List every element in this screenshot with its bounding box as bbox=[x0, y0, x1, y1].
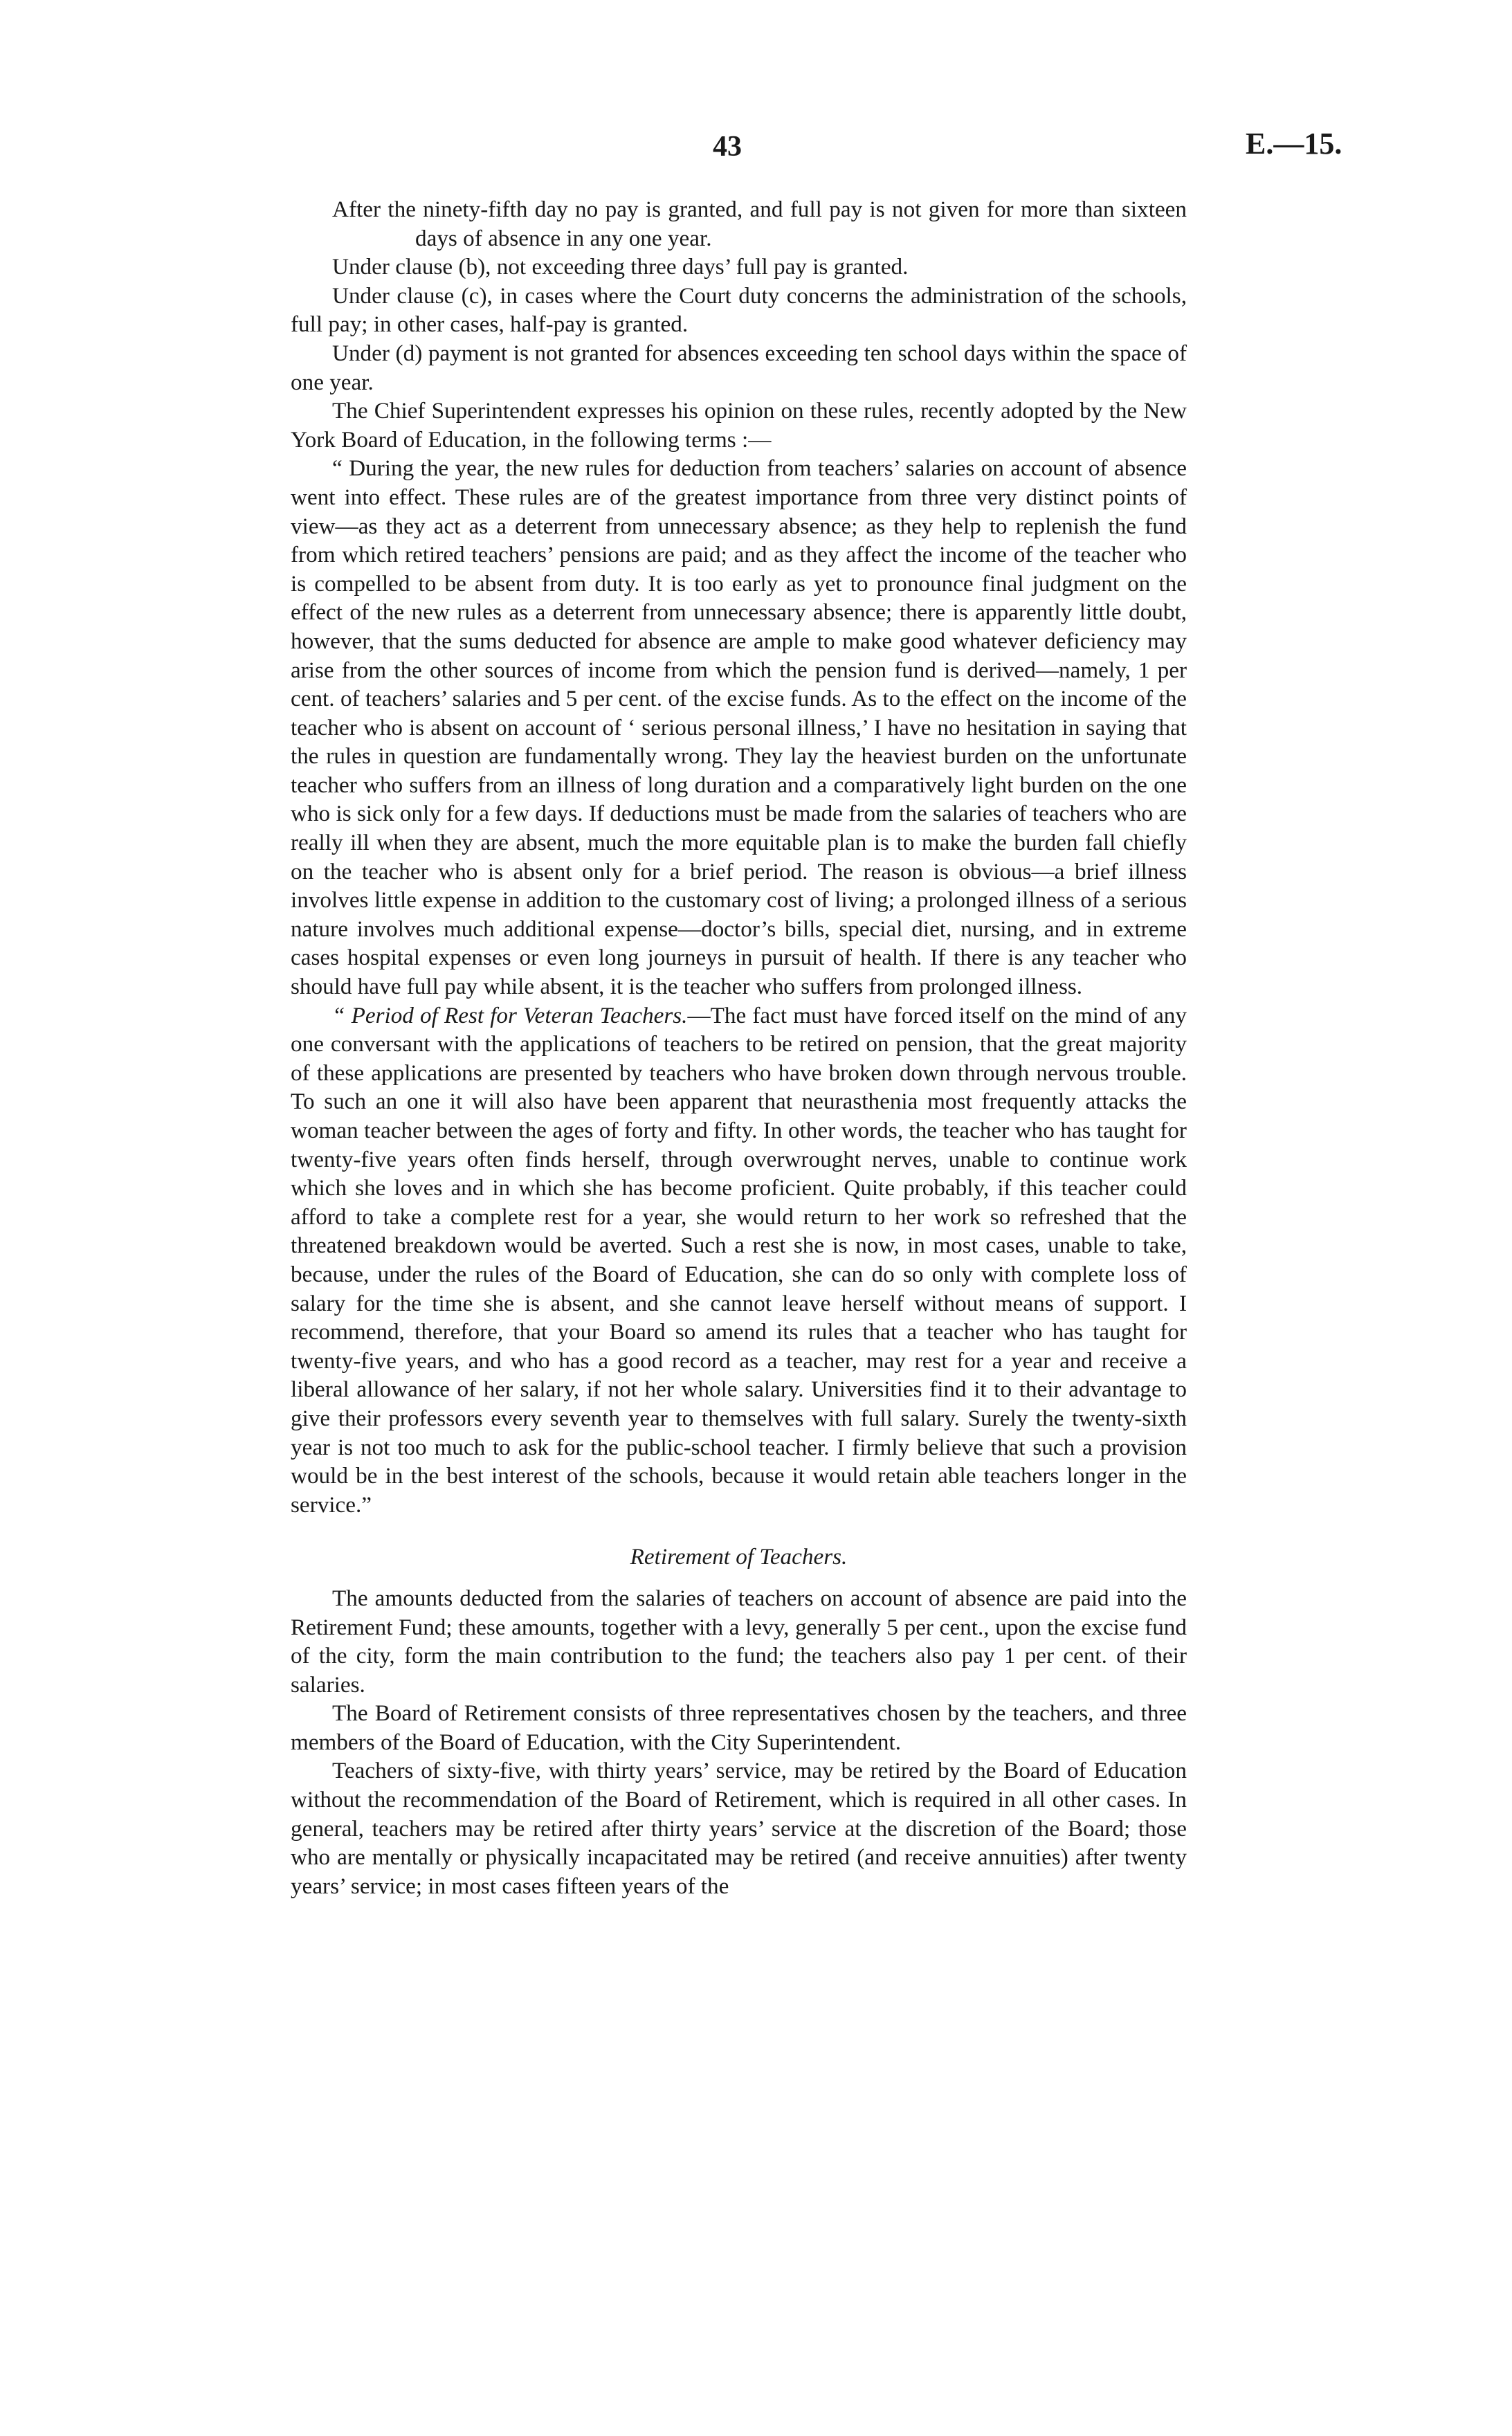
paragraph: The Chief Superintendent expresses his opinion on these rules, recently adopted by the New York Board of Education, in the following terms :— bbox=[291, 398, 1187, 453]
paragraph: Under (d) payment is not granted for absences exceeding ten school days within the space of one year. bbox=[291, 340, 1187, 395]
document-body bbox=[291, 195, 1187, 1900]
series-code: E.—15. bbox=[1246, 127, 1342, 161]
paragraph: The Board of Retirement consists of three representatives chosen by the teachers, and three members of the Board of Education, with the City Superintendent. bbox=[291, 1700, 1187, 1755]
quote-paragraph bbox=[291, 1001, 1187, 1520]
section-heading: Retirement of Teachers. bbox=[630, 1544, 848, 1570]
paragraph: After the ninety-fifth day no pay is granted, and full pay is not given for more than sixteen days of absence in any one year. bbox=[332, 197, 1187, 251]
paragraph: The amounts deducted from the salaries of teachers on account of absence are paid into the Retirement Fund; these amounts, together with a levy, generally 5 per cent., upon the excise fund of the city, form the main contribution to the fund; the teachers also pay 1 per cent. of their salaries. bbox=[291, 1585, 1187, 1698]
paragraph: Teachers of sixty-five, with thirty years’ service, may be retired by the Board of Education without the recommendation of the Board of Retirement, which is required in all other cases. In general, teachers may be retired after thirty years’ service at the discretion of the Board; those who are mentally or physically incapacitated may be retired (and receive annuities) after twenty years’ service; in most cases fifteen years of the bbox=[291, 1758, 1187, 1899]
quote-paragraph: “ During the year, the new rules for deduction from teachers’ salaries on account of absence went into effect. These rules are of the greatest importance from three very distinct points of view—as they act as a deterrent from unnecessary absence; as they help to replenish the fund from which retired teachers’ pensions are paid; and as they affect the income of the teacher who is compelled to be absent from duty. It is too early as yet to pronounce final judgment on the effect of the new rules as a deterrent from unnecessary absence; there is apparently little doubt, however, that the sums deducted for absence are ample to make good whatever deficiency may arise from the other sources of income from which the pension fund is derived—namely, 1 per cent. of teachers’ salaries and 5 per cent. of the excise funds. As to the effect on the income of the teacher who is absent on account of ‘ serious personal illness,’ I have no hesitation in saying that the rules in question are fundamentally wrong. They lay the heaviest burden on the unfortunate teacher who suffers from an illness of long duration and a comparatively light burden on the one who is sick only for a few days. If deductions must be made from the salaries of teachers who are really ill when they are absent, much the more equitable plan is to make the burden fall chiefly on the teacher who is absent only for a brief period. The reason is obvious—a brief illness involves little expense in addition to the customary cost of living; a prolonged illness of a serious nature involves much additional expense—doctor’s bills, special diet, nursing, and in extreme cases hospital expenses or even long journeys in pursuit of health. If there is any teacher who should have full pay while absent, it is the teacher who suffers from prolonged illness. bbox=[291, 455, 1187, 1000]
page-number: 43 bbox=[713, 131, 742, 163]
paragraph: Under clause (c), in cases where the Court duty concerns the administration of the schools, full pay; in other cases, half-pay is granted. bbox=[291, 282, 1187, 338]
quote-subheading: “ Period of Rest for Veteran Teachers. bbox=[332, 1002, 688, 1028]
quote-body: —The fact must have forced itself on the mind of any one conversant with the applications of teachers to be retired on pension, that the great majority of these applications are presented by teachers who have broken down through nervous trouble. To such an one it will also have been apparent that neurasthenia most frequently attacks the woman teacher between the ages of forty and fifty. In other words, the teacher who has taught for twenty-five years often finds herself, through overwrought nerves, unable to continue work which she loves and in which she has become proficient. Quite probably, if this teacher could afford to take a complete rest for a year, she would return to her work so refreshed that the threatened breakdown would be averted. Such a rest she is now, in most cases, unable to take, because, under the rules of the Board of Education, she can do so only with complete loss of salary for the time she is absent, and she cannot leave herself without means of support. I recommend, therefore, that your Board so amend its rules that a teacher who has taught for twenty-five years, and who has a good record as a teacher, may rest for a year and receive a liberal allowance of her salary, if not her whole salary. Universities find it to their advantage to give their professors every seventh year to themselves with full salary. Surely the twenty-sixth year is not too much to ask for the public-school teacher. I firmly believe that such a provision would be in the best interest of the schools, because it would retain able teachers longer in the service.” bbox=[291, 1002, 1187, 1518]
paragraph: Under clause (b), not exceeding three days’ full pay is granted. bbox=[332, 254, 909, 280]
